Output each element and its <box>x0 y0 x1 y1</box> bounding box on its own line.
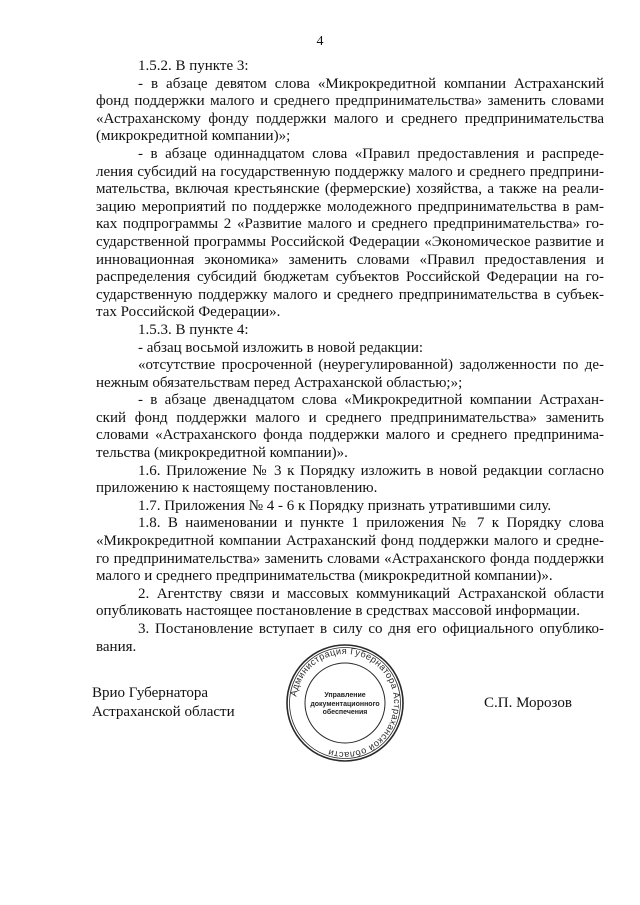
official-seal-stamp <box>284 642 406 764</box>
signatory-position-line-1: Врио Губернатора <box>92 685 209 701</box>
paragraph-abzac-11: - в абзаце одиннадцатом слова «Правил предоставления и распределения субсидий на государственную поддержку малого и среднего предпринимательства, включая крестьянские (фермерские) хозяйства, а также на реализацию мероприятий по поддержке молодежного предпринимательства в рамках подпрограммы 2 «Развитие малого и среднего предпринимательства» государственной программы Российской Федерации «Экономическое развитие и инновационная экономика» заменить словами «Правил предоставления и распределения субсидий бюджетам субъектов Российской Федерации на государственную поддержку малого и среднего предпринимательства в субъектах Российской Федерации». <box>96 145 604 321</box>
signatory-position-line-2: Астраханской области <box>92 704 235 720</box>
paragraph-1-8: 1.8. В наименовании и пункте 1 приложения № 7 к Порядку слова «Микрокредитной компании Астраханский фонд поддержки малого и среднего предпринимательства» заменить словами «Астраханского фонда поддержки малого и среднего предпринимательства (микрокредитной компании)». <box>96 515 604 585</box>
signatory-name: С.П. Морозов <box>484 695 572 711</box>
paragraph-1-5-2: 1.5.2. В пункте 3: <box>138 58 249 74</box>
signatory-position <box>92 684 235 722</box>
paragraph-1-7: 1.7. Приложения № 4 - 6 к Порядку признать утратившими силу. <box>138 497 552 514</box>
paragraph-2: 2. Агентству связи и массовых коммуникаций Астраханской области опубликовать настоящее постановление в средствах массовой информации. <box>96 585 604 620</box>
document-body <box>96 58 604 656</box>
paragraph-abzac-8: - абзац восьмой изложить в новой редакции: <box>138 339 424 356</box>
seal-ring-text: Администрация Губернатора Астраханской области <box>288 645 403 761</box>
paragraph-abzac-12: - в абзаце двенадцатом слова «Микрокредитной компании Астраханский фонд поддержки малого и среднего предпринимательства» заменить словами «Астраханского фонда поддержки малого и среднего предпринимательства (микрокредитной компании)». <box>96 392 604 462</box>
seal-center-text <box>310 692 380 718</box>
page-number: 4 <box>316 34 324 49</box>
seal-center-line-1: Управление <box>324 692 366 699</box>
paragraph-3: 3. Постановление вступает в силу со дня его официального опубликования. <box>96 621 604 655</box>
seal-center-line-2: документационного <box>310 700 380 708</box>
paragraph-1-5-3: 1.5.3. В пункте 4: <box>138 321 249 338</box>
paragraph-abzac-8-text: «отсутствие просроченной (неурегулированной) задолженности по денежным обязательствам перед Астраханской областью;»; <box>96 357 604 391</box>
paragraph-1-6: 1.6. Приложение № 3 к Порядку изложить в новой редакции согласно приложению к настоящему постановлению. <box>96 462 604 497</box>
paragraph-abzac-9: - в абзаце девятом слова «Микрокредитной компании Астраханский фонд поддержки малого и среднего предпринимательства» заменить словами «Астраханскому фонду поддержки малого и среднего предпринимательства (микрокредитной компании)»; <box>96 75 604 145</box>
seal-center-line-3: обеспечения <box>322 709 368 717</box>
